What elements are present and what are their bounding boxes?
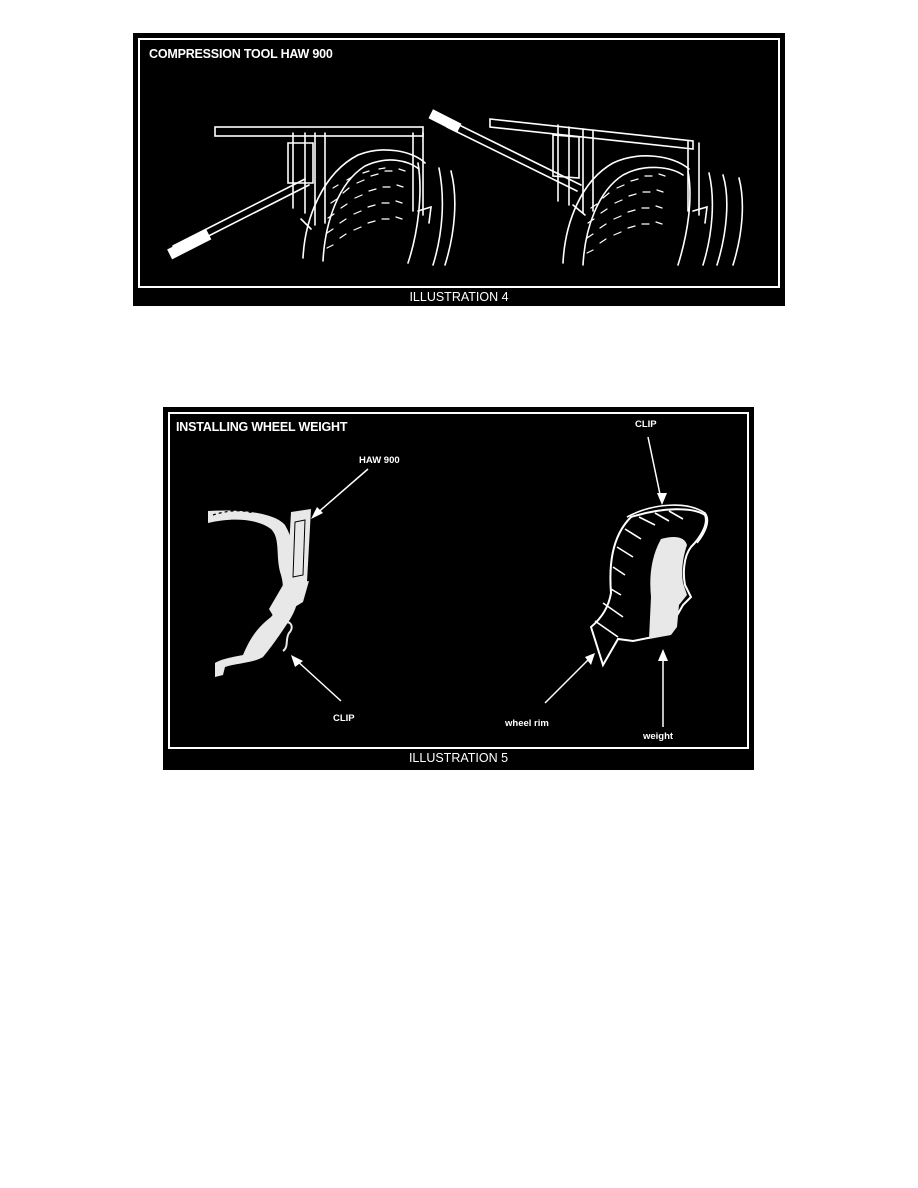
arrow-wheel-rim <box>545 657 591 703</box>
illustration-5-title: INSTALLING WHEEL WEIGHT <box>176 420 348 434</box>
tire-tread-left <box>327 168 405 248</box>
arrow-haw900 <box>315 469 368 515</box>
wheel-weight-drawing <box>163 407 754 770</box>
label-haw900: HAW 900 <box>359 455 400 466</box>
illustration-4-figure <box>133 33 785 306</box>
tool-frame-left <box>215 127 431 229</box>
label-weight: weight <box>643 731 674 742</box>
illustration-5-figure <box>163 407 754 770</box>
illustration-4-title: COMPRESSION TOOL HAW 900 <box>149 47 333 61</box>
tire-right <box>563 156 742 265</box>
handle-grip-left <box>167 230 211 260</box>
tire-tread-right <box>587 174 665 253</box>
tool-handle-right <box>447 121 581 191</box>
label-clip-left: CLIP <box>333 713 355 724</box>
wheel-rim-right <box>591 509 706 665</box>
illustration-5-caption: ILLUSTRATION 5 <box>408 751 509 765</box>
compression-tool-drawing <box>133 33 785 306</box>
arrow-clip-left <box>295 659 341 701</box>
handle-grip-right <box>428 109 461 132</box>
label-clip-right: CLIP <box>635 419 657 430</box>
illustration-4-caption: ILLUSTRATION 4 <box>409 290 509 304</box>
arrow-clip-right <box>648 437 661 499</box>
label-wheel-rim: wheel rim <box>505 718 549 729</box>
